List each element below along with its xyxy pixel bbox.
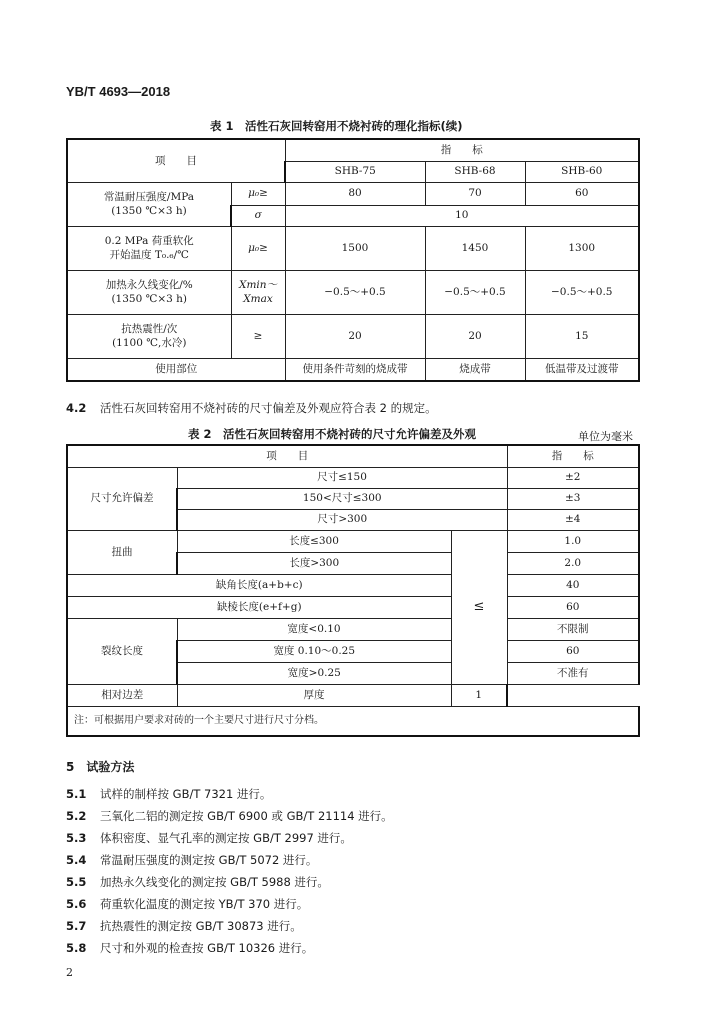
value-cell: −0.5～+0.5 bbox=[525, 270, 639, 314]
row-relative-edge-difference: 相对边差 bbox=[67, 684, 177, 706]
item-text: 三氧化二铝的测定按 GB/T 6900 或 GB/T 21114 进行。 bbox=[100, 809, 393, 823]
item-number: 5.6 bbox=[66, 897, 87, 911]
condition-cell: 宽度 0.10～0.25 bbox=[177, 640, 451, 662]
value-cell: ±3 bbox=[507, 488, 639, 509]
list-item bbox=[66, 852, 317, 868]
value-cell: 40 bbox=[507, 574, 639, 596]
list-item bbox=[66, 808, 393, 824]
section5-title: 5 试验方法 bbox=[66, 760, 135, 774]
value-cell: 20 bbox=[285, 314, 425, 358]
paragraph-4-2 bbox=[66, 400, 437, 416]
list-item bbox=[66, 874, 329, 890]
page-number: 2 bbox=[66, 966, 73, 979]
value-cell: −0.5～+0.5 bbox=[285, 270, 425, 314]
row-permanent-linear-change: 加热永久线变化/% (1350 ℃×3 h) bbox=[67, 270, 231, 314]
symbol-cell: Xmin～Xmax bbox=[231, 270, 285, 314]
condition-cell: 尺寸>300 bbox=[177, 509, 507, 530]
table2-note: 注：可根据用户要求对砖的一个主要尺寸进行尺寸分档。 bbox=[67, 706, 639, 736]
row-crack-length: 裂纹长度 bbox=[67, 618, 177, 684]
value-cell: 不准有 bbox=[507, 662, 639, 684]
condition-cell: 宽度<0.10 bbox=[177, 618, 451, 640]
value-cell: 70 bbox=[425, 182, 525, 205]
row-corner-loss: 缺角长度(a+b+c) bbox=[67, 574, 451, 596]
item-number: 5.8 bbox=[66, 941, 87, 955]
list-item bbox=[66, 786, 271, 802]
item-text: 抗热震性的测定按 GB/T 30873 进行。 bbox=[100, 919, 302, 933]
list-item bbox=[66, 918, 302, 934]
symbol-cell: μ₀≥ bbox=[231, 182, 285, 205]
table2-caption: 表 2 活性石灰回转窑用不烧衬砖的尺寸允许偏差及外观 bbox=[188, 427, 477, 441]
item-number: 5.7 bbox=[66, 919, 87, 933]
symbol-cell: σ bbox=[231, 205, 285, 226]
condition-cell: 宽度>0.25 bbox=[177, 662, 451, 684]
condition-cell: 尺寸≤150 bbox=[177, 467, 507, 488]
row-size-tolerance: 尺寸允许偏差 bbox=[67, 467, 177, 530]
grade-shb60: SHB-60 bbox=[525, 161, 639, 182]
list-item bbox=[66, 940, 313, 956]
value-cell: ±2 bbox=[507, 467, 639, 488]
table2-unit: 单位为毫米 bbox=[578, 430, 633, 443]
standard-code: YB/T 4693—2018 bbox=[66, 84, 171, 99]
item-text: 试样的制样按 GB/T 7321 进行。 bbox=[100, 787, 272, 801]
paragraph-text: 活性石灰回转窑用不烧衬砖的尺寸偏差及外观应符合表 2 的规定。 bbox=[100, 401, 437, 415]
value-cell: 60 bbox=[507, 596, 639, 618]
row-edge-loss: 缺棱长度(e+f+g) bbox=[67, 596, 451, 618]
less-equal-symbol: ≤ bbox=[451, 530, 507, 684]
condition-cell: 长度≤300 bbox=[177, 530, 451, 552]
value-cell: 20 bbox=[425, 314, 525, 358]
condition-cell: 150<尺寸≤300 bbox=[177, 488, 507, 509]
item-text: 加热永久线变化的测定按 GB/T 5988 进行。 bbox=[100, 875, 329, 889]
row-usage: 使用部位 bbox=[67, 358, 285, 381]
row-twist: 扭曲 bbox=[67, 530, 177, 574]
list-item bbox=[66, 896, 308, 912]
value-cell: 80 bbox=[285, 182, 425, 205]
value-cell: 1300 bbox=[525, 226, 639, 270]
value-cell: 低温带及过渡带 bbox=[525, 358, 639, 381]
value-cell: 1 bbox=[451, 684, 507, 706]
table2 bbox=[66, 444, 640, 737]
grade-shb68: SHB-68 bbox=[425, 161, 525, 182]
value-cell: 15 bbox=[525, 314, 639, 358]
value-cell: 60 bbox=[507, 640, 639, 662]
condition-cell: 厚度 bbox=[177, 684, 451, 706]
row-compressive-strength: 常温耐压强度/MPa (1350 ℃×3 h) bbox=[67, 182, 231, 226]
item-text: 体积密度、显气孔率的测定按 GB/T 2997 进行。 bbox=[100, 831, 352, 845]
value-cell: 不限制 bbox=[507, 618, 639, 640]
condition-cell: 长度>300 bbox=[177, 552, 451, 574]
item-number: 5.2 bbox=[66, 809, 87, 823]
value-cell-merged: 10 bbox=[285, 205, 639, 226]
value-cell: 1500 bbox=[285, 226, 425, 270]
table1-caption: 表 1 活性石灰回转窑用不烧衬砖的理化指标(续) bbox=[210, 119, 463, 133]
value-cell: 1450 bbox=[425, 226, 525, 270]
value-cell: 使用条件苛刻的烧成带 bbox=[285, 358, 425, 381]
item-text: 荷重软化温度的测定按 YB/T 370 进行。 bbox=[100, 897, 309, 911]
value-cell: 2.0 bbox=[507, 552, 639, 574]
symbol-cell: ≥ bbox=[231, 314, 285, 358]
value-cell: 1.0 bbox=[507, 530, 639, 552]
value-cell: ±4 bbox=[507, 509, 639, 530]
item-number: 5.3 bbox=[66, 831, 87, 845]
paragraph-number: 4.2 bbox=[66, 401, 87, 415]
grade-shb75: SHB-75 bbox=[285, 161, 425, 182]
symbol-cell: μ₀≥ bbox=[231, 226, 285, 270]
table1 bbox=[66, 138, 640, 382]
table2-head-item: 项 目 bbox=[67, 445, 507, 467]
value-cell: 60 bbox=[525, 182, 639, 205]
item-number: 5.1 bbox=[66, 787, 87, 801]
item-number: 5.5 bbox=[66, 875, 87, 889]
row-thermal-shock: 抗热震性/次 (1100 ℃,水冷) bbox=[67, 314, 231, 358]
row-refractoriness-under-load: 0.2 MPa 荷重软化 开始温度 T₀.₆/℃ bbox=[67, 226, 231, 270]
item-text: 尺寸和外观的检查按 GB/T 10326 进行。 bbox=[100, 941, 314, 955]
value-cell: 烧成带 bbox=[425, 358, 525, 381]
item-number: 5.4 bbox=[66, 853, 87, 867]
table1-head-index: 指 标 bbox=[285, 139, 639, 161]
table1-head-item: 项 目 bbox=[67, 139, 285, 182]
item-text: 常温耐压强度的测定按 GB/T 5072 进行。 bbox=[100, 853, 318, 867]
table2-head-index: 指 标 bbox=[507, 445, 639, 467]
list-item bbox=[66, 830, 352, 846]
value-cell: −0.5～+0.5 bbox=[425, 270, 525, 314]
